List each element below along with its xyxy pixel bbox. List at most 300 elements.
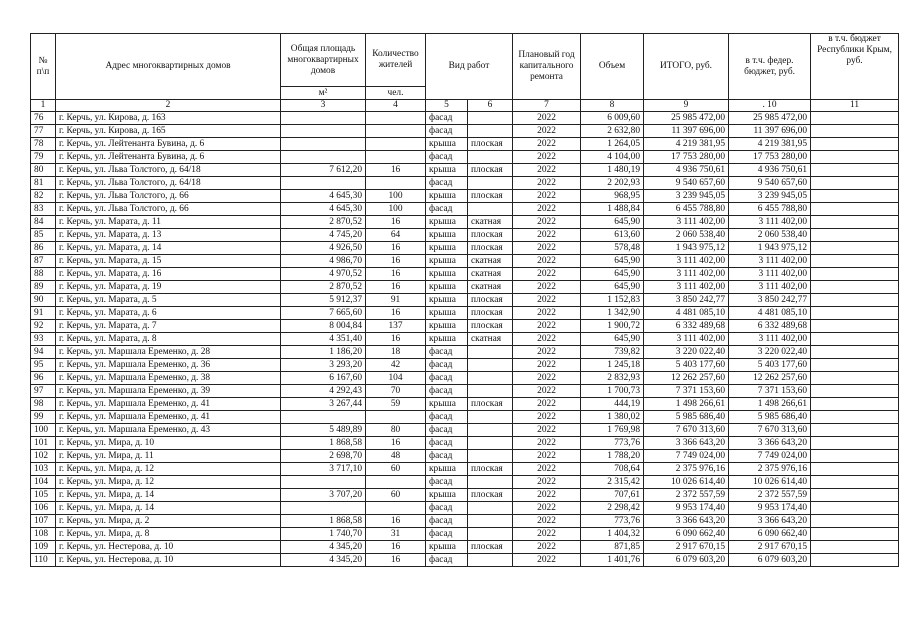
- row-roof-type: скатная: [468, 216, 513, 229]
- row-volume: 1 404,32: [581, 528, 644, 541]
- row-federal: 9 540 657,60: [729, 177, 811, 190]
- table-row: [31, 463, 899, 476]
- row-area: 2 698,70: [281, 450, 366, 463]
- row-work-type: фасад: [426, 203, 468, 216]
- row-federal: 6 079 603,20: [729, 554, 811, 567]
- row-area: 5 912,37: [281, 294, 366, 307]
- row-residents: 100: [366, 203, 426, 216]
- row-total: 3 850 242,77: [644, 294, 729, 307]
- row-roof-type: плоская: [468, 307, 513, 320]
- row-work-type: крыша: [426, 255, 468, 268]
- row-address: г. Керчь, ул. Лейтенанта Бувина, д. 6: [56, 151, 281, 164]
- row-year: 2022: [513, 177, 581, 190]
- row-residents: 80: [366, 424, 426, 437]
- row-area: 4 745,20: [281, 229, 366, 242]
- row-volume: 2 315,42: [581, 476, 644, 489]
- row-year: 2022: [513, 398, 581, 411]
- row-year: 2022: [513, 125, 581, 138]
- row-roof-type: плоская: [468, 138, 513, 151]
- table-row: [31, 359, 899, 372]
- row-year: 2022: [513, 190, 581, 203]
- row-total: 12 262 257,60: [644, 372, 729, 385]
- row-crimea: [811, 242, 899, 255]
- row-address: г. Керчь, ул. Кирова, д. 163: [56, 112, 281, 125]
- row-work-type: фасад: [426, 346, 468, 359]
- row-federal: 3 366 643,20: [729, 437, 811, 450]
- row-federal: 3 111 402,00: [729, 255, 811, 268]
- row-year: 2022: [513, 216, 581, 229]
- table-row: [31, 489, 899, 502]
- row-address: г. Керчь, ул. Льва Толстого, д. 64/18: [56, 164, 281, 177]
- header-crimea: в т.ч. бюджет Республики Крым, руб.: [811, 34, 899, 100]
- column-number: 7: [513, 100, 581, 112]
- column-number: 1: [31, 100, 56, 112]
- row-total: 3 239 945,05: [644, 190, 729, 203]
- row-number: 85: [31, 229, 56, 242]
- row-number: 98: [31, 398, 56, 411]
- row-federal: 5 985 686,40: [729, 411, 811, 424]
- table-row: [31, 307, 899, 320]
- row-residents: 16: [366, 515, 426, 528]
- row-number: 107: [31, 515, 56, 528]
- capital-repair-table: [30, 33, 899, 567]
- row-residents: 100: [366, 190, 426, 203]
- row-volume: 2 632,80: [581, 125, 644, 138]
- row-crimea: [811, 281, 899, 294]
- row-address: г. Керчь, ул. Нестерова, д. 10: [56, 554, 281, 567]
- row-roof-type: плоская: [468, 320, 513, 333]
- row-number: 90: [31, 294, 56, 307]
- row-area: [281, 112, 366, 125]
- row-roof-type: [468, 112, 513, 125]
- table-row: [31, 385, 899, 398]
- row-year: 2022: [513, 203, 581, 216]
- row-volume: 1 342,90: [581, 307, 644, 320]
- row-area: 2 870,52: [281, 216, 366, 229]
- row-year: 2022: [513, 541, 581, 554]
- row-total: 9 540 657,60: [644, 177, 729, 190]
- row-roof-type: плоская: [468, 242, 513, 255]
- row-year: 2022: [513, 346, 581, 359]
- row-address: г. Керчь, ул. Мира, д. 12: [56, 463, 281, 476]
- row-number: 91: [31, 307, 56, 320]
- row-federal: 25 985 472,00: [729, 112, 811, 125]
- row-address: г. Керчь, ул. Льва Толстого, д. 66: [56, 190, 281, 203]
- row-work-type: крыша: [426, 281, 468, 294]
- row-area: 4 926,50: [281, 242, 366, 255]
- row-area: 4 345,20: [281, 554, 366, 567]
- row-address: г. Керчь, ул. Нестерова, д. 10: [56, 541, 281, 554]
- row-year: 2022: [513, 255, 581, 268]
- row-federal: 7 371 153,60: [729, 385, 811, 398]
- row-total: 3 111 402,00: [644, 268, 729, 281]
- row-year: 2022: [513, 151, 581, 164]
- row-number: 82: [31, 190, 56, 203]
- header-total: ИТОГО, руб.: [644, 34, 729, 100]
- row-crimea: [811, 229, 899, 242]
- row-federal: 10 026 614,40: [729, 476, 811, 489]
- row-volume: 1 769,98: [581, 424, 644, 437]
- table-row: [31, 112, 899, 125]
- row-area: 8 004,84: [281, 320, 366, 333]
- row-volume: 4 104,00: [581, 151, 644, 164]
- row-address: г. Керчь, ул. Льва Толстого, д. 64/18: [56, 177, 281, 190]
- row-address: г. Керчь, ул. Маршала Еременко, д. 36: [56, 359, 281, 372]
- row-area: 3 293,20: [281, 359, 366, 372]
- row-residents: [366, 411, 426, 424]
- row-roof-type: [468, 346, 513, 359]
- table-row: [31, 372, 899, 385]
- row-area: 4 345,20: [281, 541, 366, 554]
- table-row: [31, 268, 899, 281]
- table-row: [31, 333, 899, 346]
- row-area: 4 645,30: [281, 203, 366, 216]
- table-row: [31, 281, 899, 294]
- row-number: 106: [31, 502, 56, 515]
- row-work-type: фасад: [426, 112, 468, 125]
- row-area: 4 645,30: [281, 190, 366, 203]
- column-number: 6: [468, 100, 513, 112]
- row-total: 17 753 280,00: [644, 151, 729, 164]
- row-work-type: крыша: [426, 229, 468, 242]
- row-total: 3 111 402,00: [644, 333, 729, 346]
- row-total: 3 111 402,00: [644, 255, 729, 268]
- row-work-type: фасад: [426, 385, 468, 398]
- row-volume: 645,90: [581, 268, 644, 281]
- row-total: 3 220 022,40: [644, 346, 729, 359]
- row-roof-type: плоская: [468, 190, 513, 203]
- row-crimea: [811, 346, 899, 359]
- row-residents: 16: [366, 437, 426, 450]
- row-total: 7 670 313,60: [644, 424, 729, 437]
- row-work-type: крыша: [426, 164, 468, 177]
- row-address: г. Керчь, ул. Маршала Еременко, д. 28: [56, 346, 281, 359]
- row-residents: 59: [366, 398, 426, 411]
- row-volume: 1 480,19: [581, 164, 644, 177]
- row-volume: 968,95: [581, 190, 644, 203]
- row-total: 4 219 381,95: [644, 138, 729, 151]
- column-number: 4: [366, 100, 426, 112]
- table-row: [31, 515, 899, 528]
- row-crimea: [811, 398, 899, 411]
- row-federal: 2 060 538,40: [729, 229, 811, 242]
- row-crimea: [811, 554, 899, 567]
- row-year: 2022: [513, 385, 581, 398]
- row-number: 103: [31, 463, 56, 476]
- row-work-type: крыша: [426, 333, 468, 346]
- row-residents: 104: [366, 372, 426, 385]
- row-address: г. Керчь, ул. Мира, д. 14: [56, 502, 281, 515]
- table-row: [31, 346, 899, 359]
- row-year: 2022: [513, 411, 581, 424]
- row-residents: 137: [366, 320, 426, 333]
- row-area: [281, 476, 366, 489]
- row-number: 87: [31, 255, 56, 268]
- row-year: 2022: [513, 333, 581, 346]
- row-number: 102: [31, 450, 56, 463]
- header-volume: Объем: [581, 34, 644, 100]
- row-residents: 31: [366, 528, 426, 541]
- row-crimea: [811, 476, 899, 489]
- row-work-type: фасад: [426, 424, 468, 437]
- row-crimea: [811, 437, 899, 450]
- row-total: 2 917 670,15: [644, 541, 729, 554]
- row-work-type: фасад: [426, 476, 468, 489]
- row-address: г. Керчь, ул. Льва Толстого, д. 66: [56, 203, 281, 216]
- row-crimea: [811, 541, 899, 554]
- row-work-type: крыша: [426, 138, 468, 151]
- table-row: [31, 242, 899, 255]
- row-volume: 2 832,93: [581, 372, 644, 385]
- row-federal: 3 111 402,00: [729, 281, 811, 294]
- row-year: 2022: [513, 112, 581, 125]
- row-total: 2 372 557,59: [644, 489, 729, 502]
- row-work-type: крыша: [426, 294, 468, 307]
- header-year: Плановый год капитального ремонта: [513, 34, 581, 100]
- row-area: 4 986,70: [281, 255, 366, 268]
- row-federal: 1 943 975,12: [729, 242, 811, 255]
- row-work-type: крыша: [426, 307, 468, 320]
- row-work-type: фасад: [426, 528, 468, 541]
- row-residents: 16: [366, 333, 426, 346]
- row-federal: 3 111 402,00: [729, 216, 811, 229]
- row-year: 2022: [513, 372, 581, 385]
- row-crimea: [811, 138, 899, 151]
- row-volume: 1 152,83: [581, 294, 644, 307]
- row-number: 95: [31, 359, 56, 372]
- row-year: 2022: [513, 463, 581, 476]
- row-residents: 60: [366, 489, 426, 502]
- header-federal: в т.ч. федер. бюджет, руб.: [729, 34, 811, 100]
- row-volume: 871,85: [581, 541, 644, 554]
- row-total: 3 366 643,20: [644, 515, 729, 528]
- row-residents: [366, 476, 426, 489]
- header-residents: Количество жителей: [366, 34, 426, 87]
- row-volume: 1 700,73: [581, 385, 644, 398]
- row-volume: 773,76: [581, 515, 644, 528]
- row-address: г. Керчь, ул. Марата, д. 7: [56, 320, 281, 333]
- row-crimea: [811, 515, 899, 528]
- row-address: г. Керчь, ул. Маршала Еременко, д. 39: [56, 385, 281, 398]
- table-row: [31, 528, 899, 541]
- row-crimea: [811, 502, 899, 515]
- row-year: 2022: [513, 307, 581, 320]
- row-federal: 3 366 643,20: [729, 515, 811, 528]
- row-area: 1 868,58: [281, 515, 366, 528]
- row-work-type: фасад: [426, 151, 468, 164]
- row-volume: 6 009,60: [581, 112, 644, 125]
- row-roof-type: плоская: [468, 294, 513, 307]
- column-number-row: [31, 100, 899, 112]
- row-address: г. Керчь, ул. Марата, д. 14: [56, 242, 281, 255]
- table-row: [31, 125, 899, 138]
- row-address: г. Керчь, ул. Марата, д. 13: [56, 229, 281, 242]
- table-row: [31, 164, 899, 177]
- row-year: 2022: [513, 515, 581, 528]
- row-address: г. Керчь, ул. Марата, д. 5: [56, 294, 281, 307]
- row-area: 7 612,20: [281, 164, 366, 177]
- table-row: [31, 177, 899, 190]
- row-volume: 613,60: [581, 229, 644, 242]
- row-residents: 60: [366, 463, 426, 476]
- row-volume: 739,82: [581, 346, 644, 359]
- row-volume: 1 245,18: [581, 359, 644, 372]
- row-crimea: [811, 320, 899, 333]
- column-number: . 10: [729, 100, 811, 112]
- row-area: [281, 138, 366, 151]
- row-federal: 6 090 662,40: [729, 528, 811, 541]
- row-total: 7 371 153,60: [644, 385, 729, 398]
- table-row: [31, 216, 899, 229]
- row-roof-type: [468, 411, 513, 424]
- row-address: г. Керчь, ул. Кирова, д. 165: [56, 125, 281, 138]
- row-year: 2022: [513, 502, 581, 515]
- column-number: 3: [281, 100, 366, 112]
- row-total: 9 953 174,40: [644, 502, 729, 515]
- row-work-type: фасад: [426, 515, 468, 528]
- row-volume: 645,90: [581, 333, 644, 346]
- row-crimea: [811, 372, 899, 385]
- row-area: 4 970,52: [281, 268, 366, 281]
- row-residents: 16: [366, 307, 426, 320]
- row-roof-type: [468, 424, 513, 437]
- row-crimea: [811, 528, 899, 541]
- row-roof-type: скатная: [468, 281, 513, 294]
- row-year: 2022: [513, 476, 581, 489]
- row-crimea: [811, 177, 899, 190]
- row-address: г. Керчь, ул. Мира, д. 14: [56, 489, 281, 502]
- table-row: [31, 437, 899, 450]
- table-row: [31, 203, 899, 216]
- row-residents: [366, 177, 426, 190]
- row-area: 6 167,60: [281, 372, 366, 385]
- row-area: 4 351,40: [281, 333, 366, 346]
- row-year: 2022: [513, 229, 581, 242]
- row-address: г. Керчь, ул. Лейтенанта Бувина, д. 6: [56, 138, 281, 151]
- row-total: 3 366 643,20: [644, 437, 729, 450]
- row-total: 3 111 402,00: [644, 281, 729, 294]
- row-crimea: [811, 307, 899, 320]
- row-work-type: фасад: [426, 437, 468, 450]
- row-number: 96: [31, 372, 56, 385]
- row-crimea: [811, 125, 899, 138]
- row-area: 1 740,70: [281, 528, 366, 541]
- row-residents: 16: [366, 268, 426, 281]
- row-roof-type: [468, 177, 513, 190]
- row-roof-type: [468, 125, 513, 138]
- row-crimea: [811, 164, 899, 177]
- row-federal: 5 403 177,60: [729, 359, 811, 372]
- row-work-type: крыша: [426, 398, 468, 411]
- row-roof-type: [468, 359, 513, 372]
- row-roof-type: плоская: [468, 463, 513, 476]
- row-volume: 1 788,20: [581, 450, 644, 463]
- row-work-type: фасад: [426, 502, 468, 515]
- row-residents: [366, 112, 426, 125]
- row-residents: 48: [366, 450, 426, 463]
- row-address: г. Керчь, ул. Марата, д. 8: [56, 333, 281, 346]
- table-row: [31, 320, 899, 333]
- row-federal: 9 953 174,40: [729, 502, 811, 515]
- row-federal: 7 749 024,00: [729, 450, 811, 463]
- row-total: 11 397 696,00: [644, 125, 729, 138]
- row-volume: 578,48: [581, 242, 644, 255]
- row-volume: 707,61: [581, 489, 644, 502]
- row-residents: [366, 151, 426, 164]
- row-year: 2022: [513, 138, 581, 151]
- row-number: 80: [31, 164, 56, 177]
- row-year: 2022: [513, 437, 581, 450]
- row-year: 2022: [513, 268, 581, 281]
- row-federal: 6 332 489,68: [729, 320, 811, 333]
- column-number: 8: [581, 100, 644, 112]
- document-page: [30, 33, 899, 567]
- row-volume: 2 298,42: [581, 502, 644, 515]
- table-row: [31, 411, 899, 424]
- row-number: 83: [31, 203, 56, 216]
- row-area: [281, 151, 366, 164]
- row-crimea: [811, 424, 899, 437]
- table-row: [31, 138, 899, 151]
- row-federal: 1 498 266,61: [729, 398, 811, 411]
- row-work-type: фасад: [426, 125, 468, 138]
- row-area: 4 292,43: [281, 385, 366, 398]
- row-roof-type: [468, 554, 513, 567]
- row-number: 93: [31, 333, 56, 346]
- row-federal: 3 111 402,00: [729, 333, 811, 346]
- row-crimea: [811, 450, 899, 463]
- row-work-type: фасад: [426, 554, 468, 567]
- row-volume: 1 380,02: [581, 411, 644, 424]
- row-year: 2022: [513, 489, 581, 502]
- column-number: 5: [426, 100, 468, 112]
- row-address: г. Керчь, ул. Мира, д. 2: [56, 515, 281, 528]
- row-federal: 17 753 280,00: [729, 151, 811, 164]
- row-crimea: [811, 151, 899, 164]
- table-row: [31, 151, 899, 164]
- row-work-type: крыша: [426, 541, 468, 554]
- row-federal: 2 917 670,15: [729, 541, 811, 554]
- row-volume: 1 488,84: [581, 203, 644, 216]
- row-number: 88: [31, 268, 56, 281]
- row-volume: 2 202,93: [581, 177, 644, 190]
- row-roof-type: [468, 372, 513, 385]
- row-residents: [366, 125, 426, 138]
- row-crimea: [811, 333, 899, 346]
- row-total: 7 749 024,00: [644, 450, 729, 463]
- row-area: 1 186,20: [281, 346, 366, 359]
- row-number: 77: [31, 125, 56, 138]
- row-crimea: [811, 216, 899, 229]
- table-row: [31, 476, 899, 489]
- row-federal: 4 936 750,61: [729, 164, 811, 177]
- row-federal: 3 220 022,40: [729, 346, 811, 359]
- row-volume: 708,64: [581, 463, 644, 476]
- row-year: 2022: [513, 528, 581, 541]
- row-area: [281, 177, 366, 190]
- row-volume: 444,19: [581, 398, 644, 411]
- row-total: 5 985 686,40: [644, 411, 729, 424]
- row-residents: 70: [366, 385, 426, 398]
- table-row: [31, 554, 899, 567]
- row-address: г. Керчь, ул. Мира, д. 12: [56, 476, 281, 489]
- row-crimea: [811, 489, 899, 502]
- row-address: г. Керчь, ул. Марата, д. 6: [56, 307, 281, 320]
- table-row: [31, 502, 899, 515]
- row-area: 2 870,52: [281, 281, 366, 294]
- row-residents: 16: [366, 554, 426, 567]
- row-crimea: [811, 411, 899, 424]
